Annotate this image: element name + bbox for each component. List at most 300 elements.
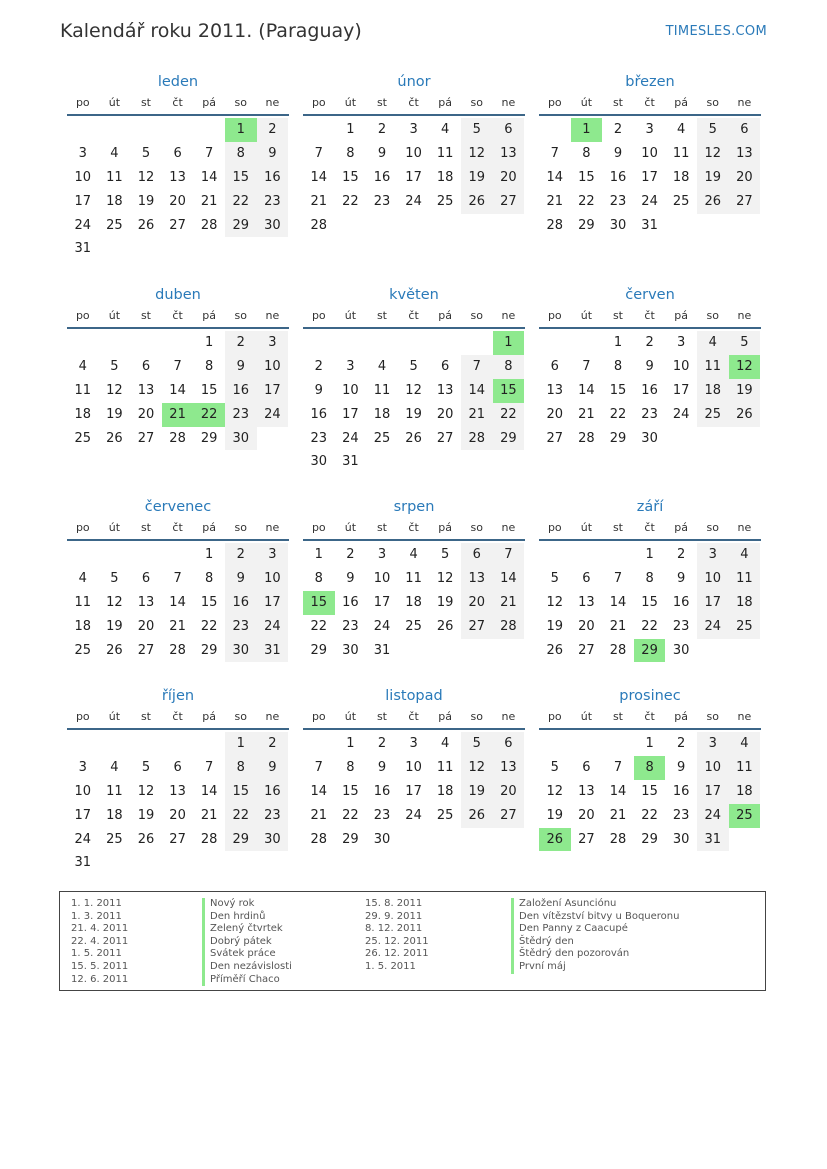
day-cell: 30 [641, 430, 658, 446]
day-cell: 27 [578, 831, 595, 847]
weekday-label: út [344, 96, 357, 109]
day-cell: 10 [641, 145, 658, 161]
day-cell: 29 [200, 430, 218, 446]
header-divider [303, 539, 525, 541]
day-cell: 22 [225, 804, 257, 828]
day-cell: 24 [697, 804, 729, 828]
day-cell: 10 [373, 570, 391, 586]
day-cell: 10 [672, 358, 690, 374]
day-cell: 26 [697, 190, 729, 214]
day-cell: 27 [493, 190, 525, 214]
day-cell: 14 [609, 783, 627, 799]
month-block [539, 284, 761, 450]
header-divider [303, 327, 525, 329]
day-cell: 31 [373, 642, 391, 658]
day-cell: 13 [169, 783, 186, 799]
day-cell: 16 [373, 783, 391, 799]
day-cell: 30 [225, 639, 257, 663]
empty-cell [99, 118, 131, 142]
day-cell: 2 [314, 358, 323, 374]
weekday-label: út [580, 309, 593, 322]
holiday-date: 1. 3. 2011 [71, 910, 122, 922]
day-cell: 16 [609, 169, 627, 185]
day-cell: 27 [461, 615, 493, 639]
empty-cell [193, 118, 225, 142]
holiday-dates-column-1 [71, 898, 128, 986]
day-cell: 9 [257, 756, 289, 780]
day-cell: 14 [169, 382, 186, 398]
weekday-header [67, 306, 289, 326]
month-block [539, 71, 761, 237]
weekday-label: út [580, 521, 593, 534]
day-cell: 13 [546, 382, 564, 398]
day-cell: 10 [405, 145, 422, 161]
weekday-label: so [470, 309, 483, 322]
day-cell: 7 [550, 145, 559, 161]
holiday-date: 8. 12. 2011 [365, 923, 423, 935]
day-grid [303, 118, 525, 237]
weekday-label: pá [674, 521, 689, 534]
day-cell: 29 [225, 214, 257, 238]
day-grid [303, 543, 525, 662]
weekday-label: út [344, 309, 357, 322]
weekday-label: po [311, 521, 326, 534]
day-cell: 30 [257, 828, 289, 852]
day-cell: 19 [106, 618, 123, 634]
day-cell: 13 [436, 382, 454, 398]
day-cell: 28 [461, 427, 493, 451]
day-cell: 16 [373, 169, 391, 185]
holiday-day-cell: 15 [303, 591, 335, 615]
day-cell: 27 [436, 430, 454, 446]
day-cell: 14 [200, 169, 218, 185]
day-cell: 3 [346, 358, 355, 374]
month-name: květen [389, 287, 439, 303]
day-cell: 31 [342, 454, 359, 470]
day-cell: 11 [106, 169, 123, 185]
month-block [303, 685, 525, 851]
day-cell: 11 [436, 145, 454, 161]
day-cell: 23 [257, 804, 289, 828]
day-cell: 20 [137, 406, 155, 422]
empty-cell [162, 331, 194, 355]
empty-cell [303, 118, 335, 142]
header-divider [539, 327, 761, 329]
day-cell: 29 [200, 642, 218, 658]
month-block [67, 496, 289, 662]
day-cell: 13 [169, 169, 186, 185]
header-divider [67, 728, 289, 730]
day-cell: 12 [137, 169, 155, 185]
day-cell: 5 [409, 358, 418, 374]
day-cell: 20 [169, 807, 186, 823]
day-cell: 18 [697, 379, 729, 403]
day-cell: 21 [609, 807, 627, 823]
day-cell: 25 [436, 193, 454, 209]
day-cell: 31 [74, 241, 92, 257]
weekday-label: ne [501, 521, 516, 534]
day-cell: 24 [74, 831, 92, 847]
day-cell: 6 [729, 118, 761, 142]
day-cell: 25 [74, 430, 92, 446]
day-cell: 26 [137, 831, 155, 847]
day-cell: 6 [493, 118, 525, 142]
weekday-label: ne [737, 309, 752, 322]
empty-cell [303, 331, 335, 355]
day-cell: 29 [609, 430, 627, 446]
day-cell: 1 [645, 736, 654, 751]
holiday-date: 1. 5. 2011 [365, 960, 416, 972]
day-cell: 5 [110, 570, 119, 586]
weekday-label: út [580, 96, 593, 109]
day-cell: 9 [346, 570, 355, 586]
day-cell: 21 [310, 193, 328, 209]
empty-cell [602, 732, 634, 756]
weekday-label: pá [674, 96, 689, 109]
day-cell: 25 [106, 217, 123, 233]
holiday-day-cell: 15 [493, 379, 525, 403]
month-block [67, 71, 289, 261]
weekday-label: so [470, 96, 483, 109]
day-cell: 20 [578, 618, 595, 634]
weekday-label: so [706, 96, 719, 109]
day-cell: 20 [493, 166, 525, 190]
day-cell: 4 [729, 543, 761, 567]
day-cell: 24 [405, 807, 422, 823]
day-cell: 21 [546, 193, 564, 209]
day-cell: 25 [729, 615, 761, 639]
day-cell: 27 [546, 430, 564, 446]
day-grid [539, 118, 761, 237]
month-name: září [636, 499, 664, 515]
empty-cell [162, 732, 194, 756]
day-cell: 5 [697, 118, 729, 142]
day-cell: 12 [461, 756, 493, 780]
day-cell: 9 [257, 142, 289, 166]
day-cell: 29 [342, 831, 359, 847]
empty-cell [162, 543, 194, 567]
day-cell: 8 [613, 358, 623, 374]
day-cell: 17 [74, 193, 92, 209]
day-cell: 3 [78, 145, 87, 161]
day-cell: 6 [441, 358, 450, 374]
day-cell: 18 [436, 783, 454, 799]
day-cell: 1 [645, 547, 654, 562]
day-cell: 15 [641, 594, 658, 610]
day-cell: 20 [578, 807, 595, 823]
day-cell: 20 [493, 780, 525, 804]
day-cell: 29 [493, 427, 525, 451]
day-cell: 11 [672, 145, 690, 161]
weekday-label: čt [172, 309, 183, 322]
day-cell: 5 [461, 118, 493, 142]
weekday-label: pá [438, 96, 453, 109]
day-grid [67, 331, 289, 450]
day-cell: 28 [169, 642, 186, 658]
weekday-label: út [580, 710, 593, 723]
weekday-label: čt [644, 710, 655, 723]
empty-cell [539, 118, 571, 142]
day-cell: 1 [346, 122, 355, 137]
weekday-label: so [234, 309, 247, 322]
day-cell: 27 [493, 804, 525, 828]
day-cell: 17 [697, 780, 729, 804]
weekday-label: ne [265, 521, 280, 534]
holiday-date: 25. 12. 2011 [365, 935, 429, 947]
weekday-label: st [612, 309, 623, 322]
day-cell: 2 [613, 122, 623, 137]
day-cell: 16 [257, 166, 289, 190]
weekday-label: út [108, 96, 121, 109]
day-cell: 18 [729, 591, 761, 615]
day-cell: 3 [377, 547, 387, 562]
day-cell: 8 [225, 756, 257, 780]
day-cell: 15 [200, 382, 218, 398]
holiday-day-cell: 1 [571, 118, 603, 142]
holiday-date: 12. 6. 2011 [71, 973, 129, 985]
day-grid [67, 543, 289, 662]
day-cell: 7 [314, 759, 323, 775]
day-cell: 18 [106, 807, 123, 823]
weekday-label: pá [438, 710, 453, 723]
day-cell: 17 [405, 783, 422, 799]
day-cell: 8 [346, 759, 355, 775]
day-cell: 31 [257, 639, 289, 663]
day-cell: 23 [225, 403, 257, 427]
day-cell: 22 [641, 618, 658, 634]
day-cell: 10 [74, 783, 92, 799]
weekday-label: pá [438, 521, 453, 534]
weekday-header [67, 93, 289, 113]
day-cell: 9 [225, 567, 257, 591]
empty-cell [130, 543, 162, 567]
month-name: prosinec [619, 688, 681, 704]
day-cell: 21 [461, 403, 493, 427]
holiday-legend [59, 891, 766, 991]
day-cell: 2 [645, 335, 654, 350]
day-cell: 6 [582, 570, 591, 586]
day-cell: 26 [729, 403, 761, 427]
day-cell: 22 [342, 193, 359, 209]
day-cell: 8 [346, 145, 355, 161]
day-cell: 21 [578, 406, 595, 422]
day-cell: 13 [137, 594, 155, 610]
day-cell: 7 [205, 759, 214, 775]
day-cell: 4 [677, 122, 686, 137]
page-title: Kalendář roku 2011. (Paraguay) [60, 20, 362, 42]
day-cell: 22 [578, 193, 595, 209]
month-block [539, 496, 761, 662]
day-cell: 5 [550, 570, 559, 586]
day-cell: 21 [200, 193, 218, 209]
day-cell: 22 [609, 406, 627, 422]
day-cell: 3 [677, 335, 686, 350]
day-cell: 10 [405, 759, 422, 775]
weekday-label: ne [501, 710, 516, 723]
holiday-names-column-2 [511, 898, 679, 974]
day-cell: 19 [461, 780, 493, 804]
weekday-label: st [376, 309, 387, 322]
day-cell: 25 [106, 831, 123, 847]
weekday-label: čt [172, 710, 183, 723]
day-cell: 8 [645, 570, 654, 586]
day-cell: 22 [342, 807, 359, 823]
day-cell: 11 [436, 759, 454, 775]
day-grid [67, 732, 289, 875]
header-divider [539, 539, 761, 541]
day-cell: 12 [546, 594, 564, 610]
empty-cell [130, 732, 162, 756]
day-cell: 27 [137, 430, 155, 446]
empty-cell [193, 732, 225, 756]
weekday-label: so [470, 521, 483, 534]
day-grid [539, 331, 761, 450]
day-cell: 29 [225, 828, 257, 852]
day-cell: 19 [137, 807, 155, 823]
brand-link[interactable]: TIMESLES.COM [665, 24, 767, 39]
day-cell: 12 [697, 142, 729, 166]
day-cell: 1 [225, 732, 257, 756]
day-cell: 17 [257, 591, 289, 615]
weekday-label: út [108, 521, 121, 534]
day-grid [303, 331, 525, 474]
day-cell: 2 [257, 118, 289, 142]
weekday-header [539, 306, 761, 326]
weekday-label: út [108, 710, 121, 723]
day-cell: 16 [342, 594, 359, 610]
day-cell: 30 [225, 427, 257, 451]
day-cell: 6 [550, 358, 559, 374]
day-cell: 27 [729, 190, 761, 214]
day-cell: 13 [137, 382, 155, 398]
day-cell: 18 [405, 594, 422, 610]
holiday-day-cell: 25 [729, 804, 761, 828]
day-cell: 9 [377, 759, 387, 775]
day-cell: 14 [609, 594, 627, 610]
day-grid [303, 732, 525, 851]
empty-cell [366, 331, 398, 355]
day-cell: 30 [257, 214, 289, 238]
day-cell: 11 [74, 382, 92, 398]
day-cell: 14 [546, 169, 564, 185]
header-divider [67, 327, 289, 329]
day-cell: 15 [342, 783, 359, 799]
day-cell: 7 [205, 145, 214, 161]
day-cell: 15 [641, 783, 658, 799]
day-cell: 29 [578, 217, 595, 233]
empty-cell [539, 331, 571, 355]
weekday-label: čt [408, 710, 419, 723]
month-block [67, 685, 289, 875]
day-cell: 21 [200, 807, 218, 823]
weekday-label: po [75, 521, 90, 534]
day-cell: 26 [436, 618, 454, 634]
day-cell: 28 [200, 217, 218, 233]
day-cell: 22 [641, 807, 658, 823]
day-cell: 23 [373, 807, 391, 823]
day-cell: 20 [436, 406, 454, 422]
day-cell: 13 [493, 142, 525, 166]
day-cell: 17 [641, 169, 658, 185]
day-cell: 31 [641, 217, 658, 233]
weekday-label: so [234, 521, 247, 534]
holiday-day-cell: 8 [634, 756, 666, 780]
empty-cell [539, 543, 571, 567]
day-cell: 30 [672, 642, 690, 658]
day-cell: 23 [225, 615, 257, 639]
day-cell: 9 [677, 570, 686, 586]
day-cell: 8 [205, 358, 214, 374]
day-grid [539, 543, 761, 662]
day-cell: 5 [141, 759, 151, 775]
day-cell: 4 [441, 122, 450, 137]
weekday-label: čt [408, 521, 419, 534]
day-cell: 19 [546, 807, 564, 823]
day-cell: 29 [641, 831, 658, 847]
day-cell: 4 [110, 145, 119, 161]
day-cell: 9 [377, 145, 387, 161]
day-cell: 6 [173, 759, 182, 775]
holiday-date: 26. 12. 2011 [365, 948, 429, 960]
empty-cell [303, 732, 335, 756]
day-cell: 17 [672, 382, 690, 398]
holiday-name: Příměří Chaco [202, 974, 292, 987]
day-cell: 13 [729, 142, 761, 166]
day-cell: 3 [409, 736, 418, 751]
weekday-label: po [75, 96, 90, 109]
day-cell: 4 [110, 759, 119, 775]
weekday-label: ne [501, 96, 516, 109]
month-block [303, 284, 525, 474]
day-cell: 13 [493, 756, 525, 780]
day-cell: 5 [550, 759, 559, 775]
day-cell: 2 [346, 547, 355, 562]
weekday-label: čt [172, 96, 183, 109]
header-divider [303, 728, 525, 730]
month-name: listopad [385, 688, 443, 704]
weekday-label: st [612, 96, 623, 109]
day-cell: 8 [225, 142, 257, 166]
holiday-day-cell: 12 [729, 355, 761, 379]
month-block [303, 496, 525, 662]
empty-cell [99, 543, 131, 567]
day-cell: 11 [729, 567, 761, 591]
day-cell: 20 [461, 591, 493, 615]
day-grid [539, 732, 761, 851]
weekday-label: so [706, 309, 719, 322]
holiday-name: Nový rok [202, 898, 292, 911]
day-cell: 12 [137, 783, 155, 799]
day-cell: 15 [225, 166, 257, 190]
day-cell: 26 [461, 804, 493, 828]
weekday-label: pá [202, 309, 217, 322]
day-cell: 10 [342, 382, 359, 398]
day-cell: 10 [697, 567, 729, 591]
day-cell: 2 [257, 732, 289, 756]
holiday-name: První máj [511, 961, 679, 974]
weekday-header [303, 93, 525, 113]
day-cell: 17 [697, 591, 729, 615]
day-cell: 26 [461, 190, 493, 214]
day-cell: 3 [697, 543, 729, 567]
day-cell: 3 [78, 759, 87, 775]
day-cell: 9 [613, 145, 623, 161]
day-cell: 20 [729, 166, 761, 190]
month-name: leden [157, 74, 199, 90]
day-cell: 24 [74, 217, 92, 233]
header-divider [303, 114, 525, 116]
day-cell: 8 [205, 570, 214, 586]
